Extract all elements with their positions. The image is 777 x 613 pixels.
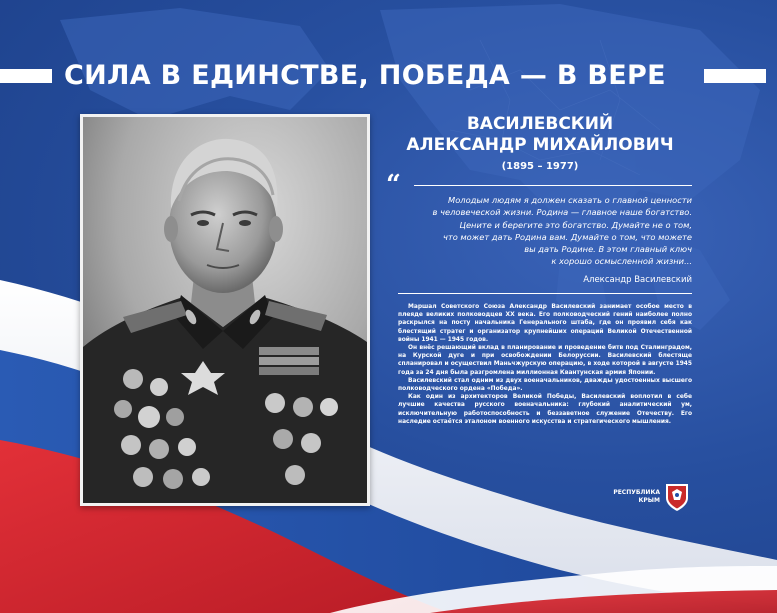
bio-paragraph: Маршал Советского Союза Александр Василевский занимает особое место в плеяде великих полководцев XX века. Его полководческий гений наиболее полно раскрылся на посту начальника Генерального штаба, где он проявил себя как блестящий стратег и организатор крупнейших операций Великой Отечественной войны 1941 — 1945 годов.	[398, 304, 692, 343]
quote-mark-icon: “	[386, 170, 401, 200]
person-years: (1895 – 1977)	[501, 161, 579, 172]
title-row	[0, 56, 777, 96]
quote-line: что может дать Родина вам. Думайте о том, что можете	[442, 231, 692, 242]
quote-line: к хорошо осмысленной жизни...	[551, 256, 692, 267]
title-bar-right	[704, 69, 766, 83]
bio-paragraph: Как один из архитекторов Великой Победы, Василевский воплотил в себе лучшие качества русского военачальника: глубокий аналитический ум, исключительную работоспособность и беззаветное служение Отечеству. Его наследие остаётся эталоном военного искусства и стратегического мышления.	[398, 394, 692, 425]
person-name	[382, 114, 698, 156]
portrait-photo	[83, 117, 367, 503]
bio-paragraph: Василевский стал одним из двух военачальников, дважды удостоенных высшего полководческого ордена «Победа».	[398, 377, 692, 393]
bio-paragraph: Он внёс решающий вклад в планирование и проведение битв под Сталинградом, на Курской дуге и при освобождении Белоруссии. Василевский блестяще спланировал и осуществил Маньчжурскую операцию, в ходе которой в августе 1945 года за 24 дня была разгромлена миллионная Квантунская армия Японии.	[398, 345, 692, 376]
quote-author: Александр Василевский	[583, 275, 692, 285]
page-title: СИЛА В ЕДИНСТВЕ, ПОБЕДА — В ВЕРЕ	[64, 60, 666, 91]
person-given-names: АЛЕКСАНДР МИХАЙЛОВИЧ	[406, 135, 674, 155]
person-surname: ВАСИЛЕВСКИЙ	[466, 114, 614, 134]
region-line: КРЫМ	[638, 497, 660, 504]
quote-line: Цените и берегите это богатство. Думайте не о том,	[459, 219, 692, 230]
portrait-frame	[80, 114, 370, 506]
quote-line: Молодым людям я должен сказать о главной ценности	[448, 195, 692, 205]
quote-line: вы дать Родине. В этом главный ключ	[524, 244, 692, 255]
region-line: РЕСПУБЛИКА	[613, 489, 660, 496]
quote-divider-top	[414, 185, 692, 186]
title-bar-left	[0, 69, 52, 83]
quote-line: в человеческой жизни. Родина — главное наше богатство.	[432, 207, 692, 218]
quote-divider-bottom	[398, 293, 692, 294]
crimea-emblem-icon	[664, 482, 690, 512]
region-label	[608, 489, 660, 505]
quote-text	[392, 194, 692, 268]
biography	[398, 303, 692, 426]
